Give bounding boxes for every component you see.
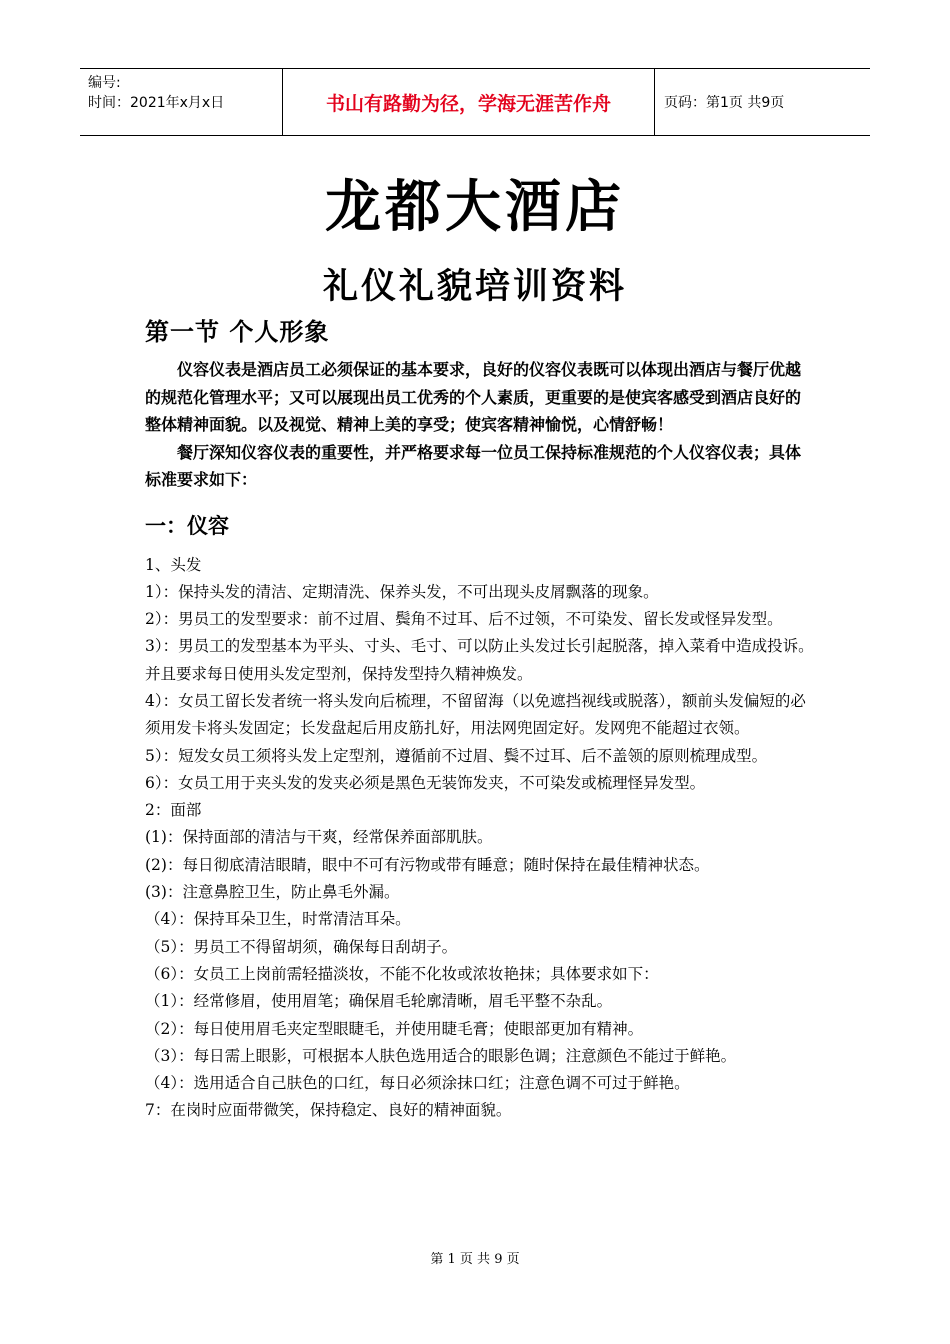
list-item: （5）：男员工不得留胡须，确保每日刮胡子。: [145, 937, 458, 956]
list-item: （4）：保持耳朵卫生，时常清洁耳朵。: [145, 910, 411, 929]
list-item: (3)：注意鼻腔卫生，防止鼻毛外漏。: [145, 883, 400, 902]
list-item: （4）：选用适合自己肤色的口红，每日必须涂抹口红；注意色调不可过于鲜艳。: [145, 1074, 690, 1093]
intro-paragraph: 仪容仪表是酒店员工必须保证的基本要求，良好的仪容仪表既可以体现出酒店与餐厅优越的规范化管理水平；又可以展现出员工优秀的个人素质，更重要的是使宾客感受到酒店良好的整体精神面貌。以及视觉、精神上美的享受；使宾客精神愉悦，心情舒畅！: [145, 360, 802, 434]
list-item: （2）：每日使用眉毛夹定型眼睫毛，并使用睫毛膏；使眼部更加有精神。: [145, 1019, 644, 1038]
list-item: 7：在岗时应面带微笑，保持稳定、良好的精神面貌。: [145, 1101, 512, 1120]
list-item: 1）：保持头发的清洁、定期清洗、保养头发，不可出现头皮屑飘落的现象。: [145, 582, 659, 601]
list-item: 6）：女员工用于夹头发的发夹必须是黑色无装饰发夹，不可染发或梳理怪异发型。: [145, 773, 706, 792]
time-label: 时间：2021年x月x日: [88, 95, 225, 111]
section-title: 第一节 个人形象: [145, 317, 330, 346]
document-subtitle: 礼仪礼貌培训资料: [322, 266, 627, 307]
list-item: 2）：男员工的发型要求：前不过眉、鬓角不过耳、后不过领，不可染发、留长发或怪异发型。: [145, 610, 783, 629]
list-item: （6）：女员工上岗前需轻描淡妆，不能不化妆或浓妆艳抹；具体要求如下：: [145, 964, 659, 983]
document-body: [145, 314, 815, 1125]
rule-list: [145, 552, 815, 1125]
list-item: （3）：每日需上眼影，可根据本人肤色选用适合的眼影色调；注意颜色不能过于鲜艳。: [145, 1046, 737, 1065]
intro-paragraph: 餐厅深知仪容仪表的重要性，并严格要求每一位员工保持标准规范的个人仪容仪表；具体标准要求如下：: [145, 442, 802, 489]
subsection-title: 一：仪容: [145, 512, 229, 538]
list-item: （1）：经常修眉，使用眉笔；确保眉毛轮廓清晰，眉毛平整不杂乱。: [145, 992, 613, 1011]
list-item: 3）：男员工的发型基本为平头、寸头、毛寸、可以防止头发过长引起脱落，掉入菜肴中造成投诉。并且要求每日使用头发定型剂，保持发型持久精神焕发。: [145, 637, 814, 683]
header-motto: 书山有路勤为径，学海无涯苦作舟: [325, 92, 611, 115]
list-item: (2)：每日彻底清洁眼睛，眼中不可有污物或带有睡意；随时保持在最佳精神状态。: [145, 855, 710, 874]
page-header: [80, 68, 870, 136]
header-divider: [654, 69, 655, 135]
number-label: 编号:: [88, 75, 121, 91]
header-page-info: 页码：第1页 共9页: [664, 95, 785, 111]
list-item: 5）：短发女员工须将头发上定型剂，遵循前不过眉、鬓不过耳、后不盖领的原则梳理成型。: [145, 746, 768, 765]
list-item: (1)：保持面部的清洁与干爽，经常保养面部肌肤。: [145, 828, 493, 847]
list-item: 1、头发: [145, 555, 202, 574]
header-left: [88, 73, 224, 113]
list-item: 4）：女员工留长发者统一将头发向后梳理，不留留海（以免遮挡视线或脱落），额前头发偏短的必须用发卡将头发固定；长发盘起后用皮筋扎好，用法网兜固定好。发网兜不能超过衣领。: [145, 691, 806, 738]
list-item: 2：面部: [145, 801, 202, 820]
intro-paragraphs: [145, 356, 815, 494]
page-footer: 第 1 页 共 9 页: [430, 1252, 520, 1267]
document-title: 龙都大酒店: [325, 174, 625, 240]
